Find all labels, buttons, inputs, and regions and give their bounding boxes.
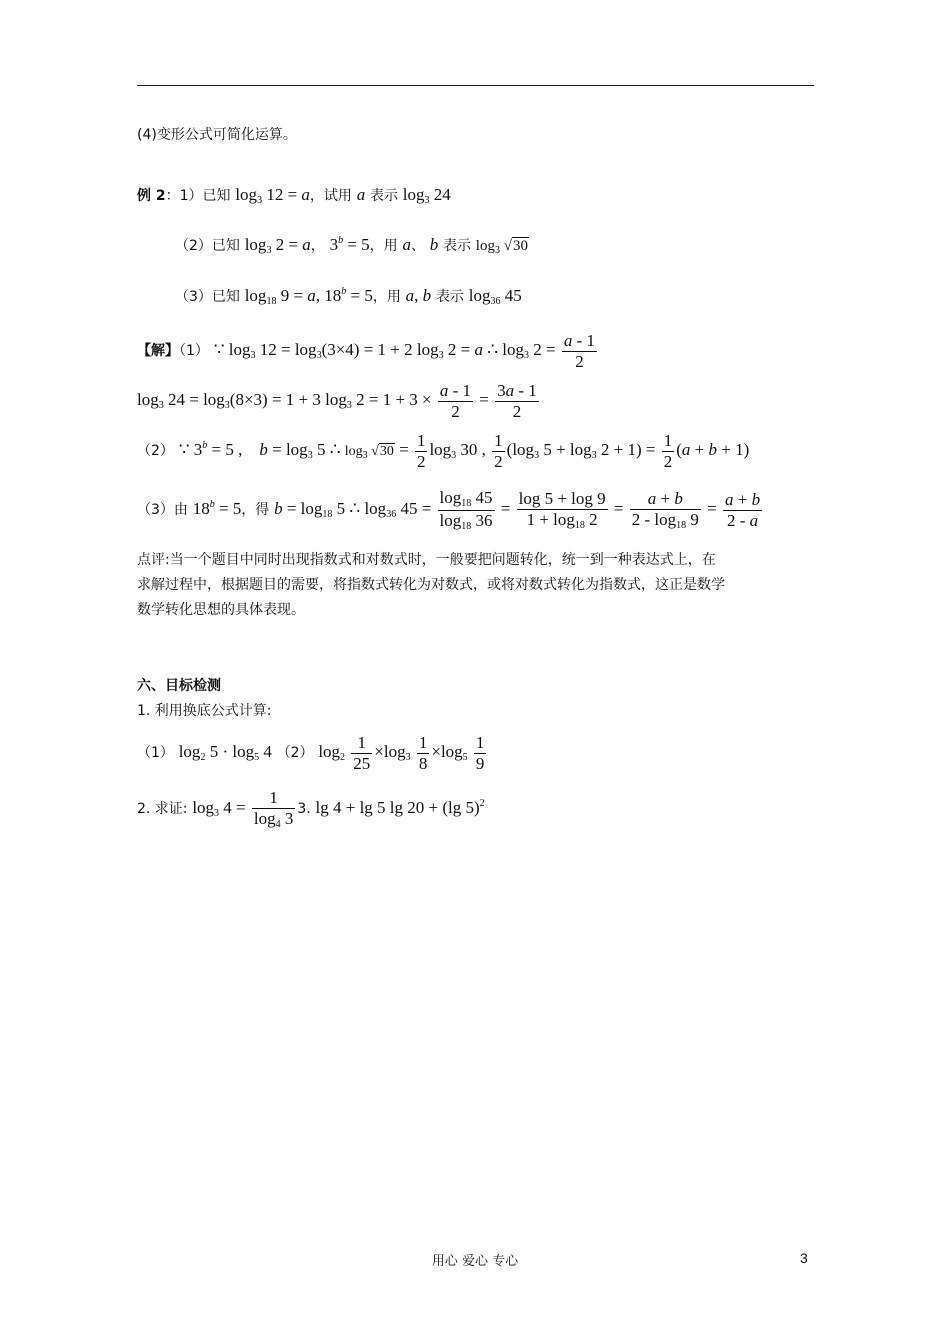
formula-given-3: $\log_{18} 9 = a$, $18^b = 5$ xyxy=(244,286,373,307)
comment-line-1: 点评:当一个题目中同时出现指数式和对数式时，一般要把问题转化，统一到一种表达式上，在 xyxy=(137,552,716,568)
solution-s1-prefix: （1） xyxy=(179,342,209,359)
question-2-formula: $\log_3 4$ = $\frac{1}{\log_4 3}$ xyxy=(192,788,294,830)
question-3-formula: lg 4 + lg 5 lg 20 + (lg 5)$^2$ xyxy=(315,797,485,817)
example-p1-show: 表示 xyxy=(369,188,398,204)
question-1b-formula: $\log_2$ $\frac{1}{25}$ $\times\log_3$ $\frac{1}{8}$ $\times\log_5$ $\frac{1}{9}$ xyxy=(318,733,485,773)
question-2-label: 2. 求证: xyxy=(137,800,188,817)
comment-line-2: 求解过程中，根据题目的需要，将指数式转化为对数式，或将对数式转化为指数式，这正是数学 xyxy=(137,577,725,593)
solution-formula-1: ∵ $\log_3 12 = \log_3(3\times 4) = 1 + 2$ $\log_3 2 = a$ ∴ $\log_3 2$ = $\frac{a - 1}{2}$ xyxy=(213,331,596,371)
question-2-3 xyxy=(137,788,485,830)
comment-line-3: 数学转化思想的具体表现。 xyxy=(137,602,305,618)
solution-s3-prefix: （3）由 xyxy=(137,501,188,518)
example-part-2: （2）已知 $\log_3 2 = a$， $3^b = 5$，用 a、 b 表示 $\log_3 √30$ xyxy=(175,235,528,256)
header-rule xyxy=(137,85,814,86)
solution-line-2 xyxy=(137,381,541,421)
example-p2-show: 表示 xyxy=(443,238,471,254)
solution-s3-mid: ，得 xyxy=(241,501,270,518)
formula-given-1: $\log_3 12 = a$ xyxy=(235,185,310,206)
solution-line-4: （3）由 $18^b = 5$，得 $b = \log_{18} 5$ ∴ $\log_{36} 45$ = $\frac{\log_{18} 45}{\log_{18} 36}$ = $\frac{\log 5 + \log 9}{1 + \log_{18} 2}$ = $\frac{a + b}{2 - \log_{18} 9}$ = $\frac{a + b}{2 - a}$ xyxy=(137,488,764,532)
solution-line-1 xyxy=(137,331,599,371)
example-part-1: 例 2：1）已知 $\log_3 12 = a$，试用 a 表示 $\log_3 24$ xyxy=(137,185,451,206)
formula-target-2: $\log_3 √30$ xyxy=(475,238,528,256)
example-p2-mid: ，用 xyxy=(369,238,398,254)
solution-label: 【解】 xyxy=(137,342,179,359)
formula-target-1: $\log_3 24$ xyxy=(402,185,451,206)
formula-given-2: $\log_3 2 = a$ xyxy=(244,235,311,256)
example-p3-show: 表示 xyxy=(435,289,464,305)
solution-formula-4: $b = \log_{18} 5$ ∴ $\log_{36} 45$ = $\frac{\log_{18} 45}{\log_{18} 36}$ = $\frac{\log 5 + \log 9}{1 + \log_{18} 2}$ = $\frac{a + b}{2 - \log_{18} 9}$ = $\frac{a + b}{2 - a}$ xyxy=(274,488,761,532)
question-1a-formula: $\log_2 5 \cdot \log_5 4$ xyxy=(178,741,272,763)
question-1a-label: （1） xyxy=(137,744,174,761)
solution-line-3 xyxy=(137,431,749,471)
example-label: 例 2 xyxy=(137,188,166,204)
page-number: 3 xyxy=(800,1250,808,1266)
solution-formula-2: $\log_3 24 = \log_3(8\times 3) = 1 + 3$ $\log_3 2 = 1 + 3$ × $\frac{a - 1}{2}$ = $\frac{3a - 1}{2}$ xyxy=(137,381,537,421)
formula-target-3: $\log_{36} 45$ xyxy=(468,286,522,307)
question-1: 1. 利用换底公式计算: xyxy=(137,703,272,719)
intro-item: (4)变形公式可简化运算。 xyxy=(137,127,297,143)
question-1b-label: （2） xyxy=(276,744,314,761)
example-p1-prefix: ：1）已知 xyxy=(165,188,231,204)
footer-text: 用心 爱心 专心 xyxy=(431,1254,519,1269)
example-p2-sep: 、 xyxy=(410,238,425,254)
formula-given-2b: $3^b = 5$ xyxy=(329,235,370,254)
example-p2-prefix: （2）已知 xyxy=(175,238,240,254)
section-title: 六、目标检测 xyxy=(137,678,221,694)
solution-s2-prefix: （2） xyxy=(137,442,174,459)
question-3-label: 3. xyxy=(297,800,311,817)
question-1-parts xyxy=(137,733,488,773)
example-p1-mid: ，试用 xyxy=(309,188,352,204)
solution-formula-3: ∵ $3^b = 5$ , $b = \log_3 5$ ∴ $\log_3 √30$ = $\frac{1}{2}$ $\log_3 30$ , $\frac{1}{2}$ ($\log_3$ $5 + \log_3 2 + 1$) = $\frac{1}{2}$ (a + b + 1) xyxy=(178,431,750,471)
example-p3-mid: ，用 xyxy=(372,289,401,305)
example-part-3: （3）已知 $\log_{18} 9 = a$, $18^b = 5$，用 a, b 表示 $\log_{36} 45$ xyxy=(175,286,522,307)
example-p3-prefix: （3）已知 xyxy=(175,289,240,305)
